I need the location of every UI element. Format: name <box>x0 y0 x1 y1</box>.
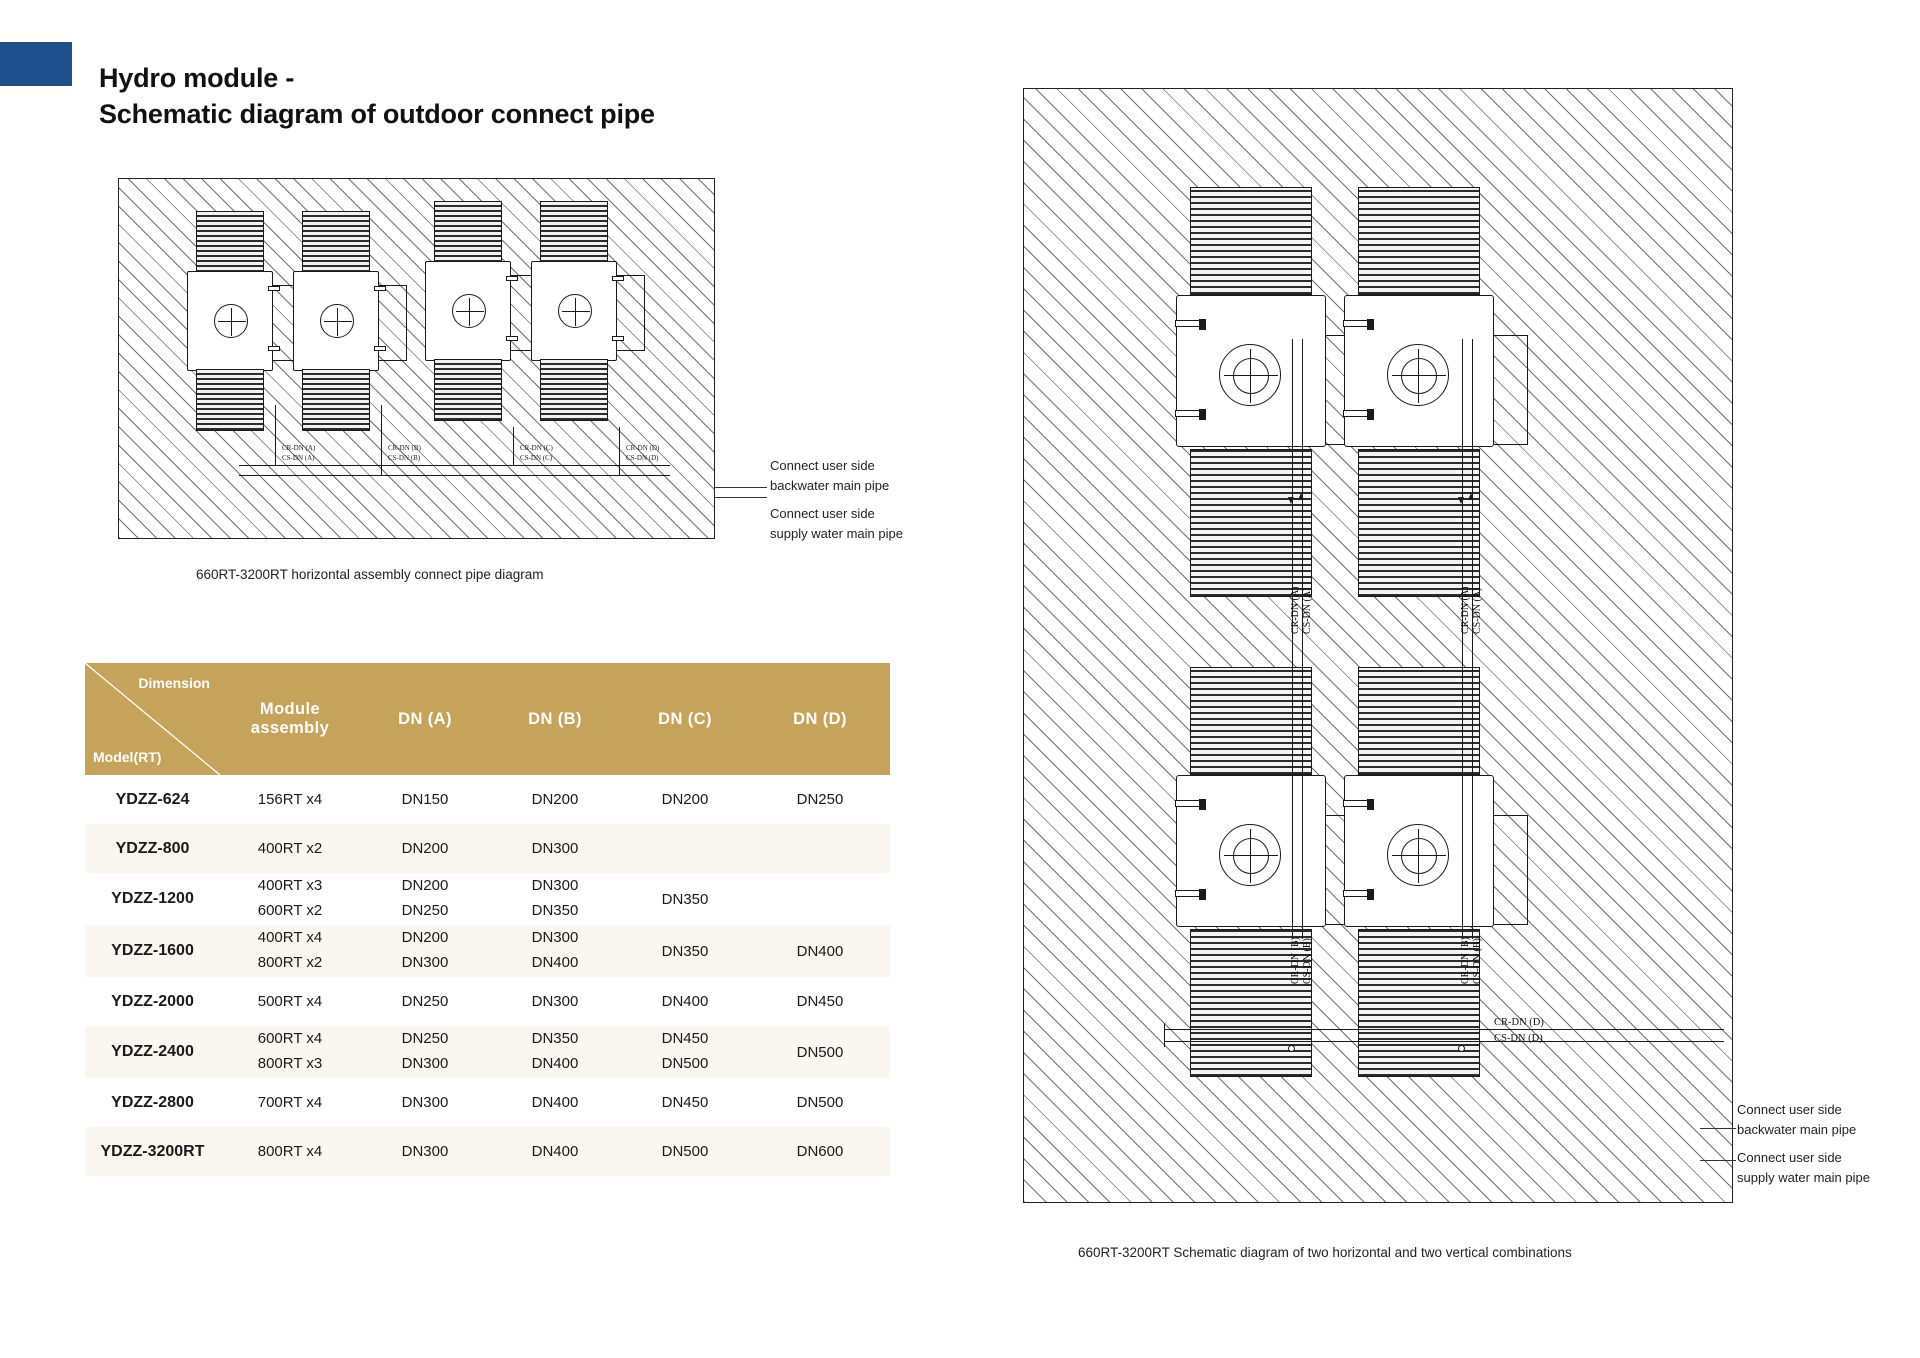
valve-icon <box>1367 319 1374 330</box>
condenser-coil-icon <box>1190 667 1312 775</box>
fan-icon <box>1387 344 1449 406</box>
cell-dn-d: DN500 <box>750 1026 890 1078</box>
cell-dn-a: DN250 DN300 <box>360 1026 490 1078</box>
leader-line <box>715 497 767 498</box>
cell-dn-b: DN300 DN400 <box>490 925 620 977</box>
header-module-assembly: Module assembly <box>220 663 360 775</box>
cell-dn-c: DN200 <box>620 775 750 824</box>
pipe-label-cr-a2: CR-DN (A) <box>1460 586 1471 634</box>
cell-dn-a: DN250 <box>360 977 490 1026</box>
cell-dn-a: DN300 <box>360 1127 490 1176</box>
cell-dn-d: DN450 <box>750 977 890 1026</box>
cell-dn-a: DN200 <box>360 824 490 873</box>
cell-dn-a: DN200 DN300 <box>360 925 490 977</box>
cell-dn-a: DN150 <box>360 775 490 824</box>
dimension-table <box>85 663 890 1176</box>
valve-icon <box>1367 409 1374 420</box>
note-backwater-right <box>1737 1100 1856 1140</box>
pipe-port <box>1343 890 1369 897</box>
pipe-port <box>1343 800 1369 807</box>
pipe-port <box>1175 410 1201 417</box>
pipe-label-cs-d: CS-DN (D) <box>626 454 659 462</box>
condenser-coil-icon <box>1190 187 1312 295</box>
cell-assembly: 700RT x4 <box>220 1078 360 1127</box>
note-line: Connect user side <box>770 458 875 473</box>
unit-body <box>187 271 273 371</box>
cell-assembly: 156RT x4 <box>220 775 360 824</box>
note-line: backwater main pipe <box>1737 1122 1857 1138</box>
note-supply-right <box>1737 1148 1870 1188</box>
chiller-unit <box>187 211 273 431</box>
unit-body <box>1176 295 1326 447</box>
vertical-pipe <box>1302 339 1303 939</box>
note-line: supply water main pipe <box>1737 1170 1870 1186</box>
condenser-coil-icon <box>196 369 264 431</box>
pipe-label-cr-c: CR-DN (C) <box>520 444 553 452</box>
note-supply-top <box>770 504 903 544</box>
header-dn-b: DN (B) <box>490 663 620 775</box>
flow-arrow-down-icon <box>1458 497 1464 504</box>
table-row <box>85 775 890 824</box>
cell-dn-c: DN350 <box>620 925 750 977</box>
pipe-label-cr-d: CR-DN (D) <box>626 444 660 452</box>
caption-horizontal-assembly: 660RT-3200RT horizontal assembly connect pipe diagram <box>196 567 544 582</box>
pipe-label-cs-c: CS-DN (C) <box>520 454 553 462</box>
cell-dn-d: DN400 <box>750 925 890 977</box>
cell-dn-b: DN350 DN400 <box>490 1026 620 1078</box>
pipe-label-cs-b: CS-DN (B) <box>388 454 421 462</box>
cell-assembly: 600RT x4 800RT x3 <box>220 1026 360 1078</box>
note-line: supply water main pipe <box>770 526 903 542</box>
unit-body <box>531 261 617 361</box>
unit-body <box>425 261 511 361</box>
fan-hub-icon <box>1233 358 1269 394</box>
table-header-row <box>85 663 890 775</box>
table-row <box>85 1026 890 1078</box>
riser-pipe <box>513 427 514 465</box>
note-line: backwater main pipe <box>770 478 890 494</box>
cell-assembly: 800RT x4 <box>220 1127 360 1176</box>
header-dn-c: DN (C) <box>620 663 750 775</box>
cell-model: YDZZ-2800 <box>85 1078 220 1127</box>
condenser-coil-icon <box>196 211 264 273</box>
unit-body <box>293 271 379 371</box>
cell-dn-d <box>750 824 890 873</box>
fan-icon <box>452 294 486 328</box>
caption-two-by-two: 660RT-3200RT Schematic diagram of two horizontal and two vertical combinations <box>1078 1245 1572 1260</box>
backwater-main-pipe <box>1164 1029 1724 1030</box>
cell-dn-d: DN500 <box>750 1078 890 1127</box>
table-row <box>85 977 890 1026</box>
pipe-label-cr-b: CR-DN (B) <box>1290 937 1301 984</box>
corner-model-label: Model(RT) <box>93 749 162 765</box>
valve-icon <box>1199 409 1206 420</box>
table-row <box>85 824 890 873</box>
cell-dn-a: DN300 <box>360 1078 490 1127</box>
valve-icon <box>1367 889 1374 900</box>
note-line: Connect user side <box>770 506 875 521</box>
cell-dn-b: DN300 <box>490 824 620 873</box>
fan-icon <box>1219 824 1281 886</box>
valve-icon <box>1199 799 1206 810</box>
condenser-coil-icon <box>1358 187 1480 295</box>
chiller-unit <box>1176 667 1326 1067</box>
pipe-label-cr-b2: CR-DN (B) <box>1460 937 1471 984</box>
leader-line <box>1700 1128 1736 1129</box>
cell-model: YDZZ-2400 <box>85 1026 220 1078</box>
table-row <box>85 1127 890 1176</box>
corner-dimension-label: Dimension <box>138 675 210 691</box>
chiller-unit <box>425 201 511 421</box>
cell-model: YDZZ-1600 <box>85 925 220 977</box>
cell-assembly: 500RT x4 <box>220 977 360 1026</box>
cell-assembly: 400RT x3 600RT x2 <box>220 873 360 925</box>
pipe-label-cs-a2: CS-DN (A) <box>1472 587 1483 634</box>
note-line: Connect user side <box>1737 1150 1842 1165</box>
fan-icon <box>558 294 592 328</box>
fan-icon <box>1387 824 1449 886</box>
leader-line <box>1700 1160 1736 1161</box>
condenser-coil-icon <box>302 211 370 273</box>
table-row <box>85 873 890 925</box>
pipe-port <box>1343 320 1369 327</box>
table-row <box>85 1078 890 1127</box>
leader-line <box>715 487 767 488</box>
valve-icon <box>1199 889 1206 900</box>
cell-dn-c: DN400 <box>620 977 750 1026</box>
pipe-label-cs-a: CS-DN (A) <box>282 454 315 462</box>
pipe-label-cs-b: CS-DN (B) <box>1302 938 1313 984</box>
fan-icon <box>214 304 248 338</box>
cell-model: YDZZ-800 <box>85 824 220 873</box>
hydro-module-box <box>379 285 407 361</box>
condenser-coil-icon <box>540 201 608 263</box>
cell-model: YDZZ-1200 <box>85 873 220 925</box>
fan-icon <box>320 304 354 338</box>
hydro-module-box <box>1494 815 1528 925</box>
chiller-unit <box>1176 187 1326 587</box>
table-body <box>85 775 890 1176</box>
cell-model: YDZZ-624 <box>85 775 220 824</box>
note-backwater-top <box>770 456 889 496</box>
condenser-coil-icon <box>434 359 502 421</box>
hydro-module-box <box>617 275 645 351</box>
valve-icon <box>1199 319 1206 330</box>
cell-dn-b: DN200 <box>490 775 620 824</box>
note-line: Connect user side <box>1737 1102 1842 1117</box>
fan-hub-icon <box>1233 838 1269 874</box>
condenser-coil-icon <box>540 359 608 421</box>
cell-assembly: 400RT x2 <box>220 824 360 873</box>
pipe-label-cr-b: CR-DN (B) <box>388 444 421 452</box>
table-row <box>85 925 890 977</box>
riser-pipe <box>619 427 620 475</box>
vertical-pipe <box>1292 339 1293 939</box>
flow-arrow-down-icon <box>1288 497 1294 504</box>
pipe-port <box>1175 320 1201 327</box>
valve-icon <box>1367 799 1374 810</box>
vertical-pipe <box>1462 339 1463 939</box>
cell-dn-d: DN600 <box>750 1127 890 1176</box>
pipe-label-cs-d: CS-DN (D) <box>1494 1033 1543 1044</box>
fan-icon <box>1219 344 1281 406</box>
cell-model: YDZZ-2000 <box>85 977 220 1026</box>
pipe-junction-icon <box>1288 1045 1295 1052</box>
condenser-coil-icon <box>1190 449 1312 597</box>
backwater-main-pipe <box>239 465 670 466</box>
cell-model: YDZZ-3200RT <box>85 1127 220 1176</box>
flow-arrow-up-icon <box>1468 493 1474 500</box>
vertical-pipe <box>1472 339 1473 939</box>
cell-dn-d: DN250 <box>750 775 890 824</box>
pipe-label-cr-a: CR-DN (A) <box>282 444 316 452</box>
pipe-junction-icon <box>1458 1045 1465 1052</box>
cell-dn-b: DN400 <box>490 1127 620 1176</box>
pipe-port <box>1343 410 1369 417</box>
pipe-label-cs-a: CS-DN (A) <box>1302 587 1313 634</box>
two-by-two-combination-diagram <box>1023 88 1733 1203</box>
riser-pipe <box>381 405 382 475</box>
cell-dn-b: DN300 DN350 <box>490 873 620 925</box>
cell-dn-c: DN450 <box>620 1078 750 1127</box>
cell-dn-c <box>620 824 750 873</box>
fan-hub-icon <box>1401 838 1437 874</box>
cell-dn-c: DN350 <box>620 873 750 925</box>
supply-water-main-pipe <box>1164 1041 1724 1042</box>
cell-dn-d <box>750 873 890 925</box>
cell-dn-a: DN200 DN250 <box>360 873 490 925</box>
cell-assembly: 400RT x4 800RT x2 <box>220 925 360 977</box>
flow-arrow-up-icon <box>1298 493 1304 500</box>
page-title <box>99 60 655 133</box>
chiller-unit <box>293 211 379 431</box>
condenser-coil-icon <box>302 369 370 431</box>
chiller-unit <box>531 201 617 421</box>
hydro-module-box <box>1494 335 1528 445</box>
cell-dn-b: DN400 <box>490 1078 620 1127</box>
page-title-line1: Hydro module - <box>99 63 295 93</box>
pipe-port <box>1175 890 1201 897</box>
table-corner-cell <box>85 663 220 775</box>
pipe-label-cs-b2: CS-DN (B) <box>1472 938 1483 984</box>
header-dn-a: DN (A) <box>360 663 490 775</box>
pipe-label-cr-d: CR-DN (D) <box>1494 1017 1544 1028</box>
cell-dn-b: DN300 <box>490 977 620 1026</box>
horizontal-assembly-diagram <box>118 178 715 539</box>
condenser-coil-icon <box>434 201 502 263</box>
fan-hub-icon <box>1401 358 1437 394</box>
header-dn-d: DN (D) <box>750 663 890 775</box>
riser-pipe <box>275 405 276 465</box>
accent-tab <box>0 42 72 86</box>
pipe-end-cap <box>1164 1023 1165 1047</box>
page-title-line2: Schematic diagram of outdoor connect pipe <box>99 99 655 130</box>
unit-body <box>1176 775 1326 927</box>
pipe-label-cr-a: CR-DN (A) <box>1290 586 1301 634</box>
cell-dn-c: DN450 DN500 <box>620 1026 750 1078</box>
supply-water-main-pipe <box>239 475 670 476</box>
cell-dn-c: DN500 <box>620 1127 750 1176</box>
pipe-port <box>1175 800 1201 807</box>
